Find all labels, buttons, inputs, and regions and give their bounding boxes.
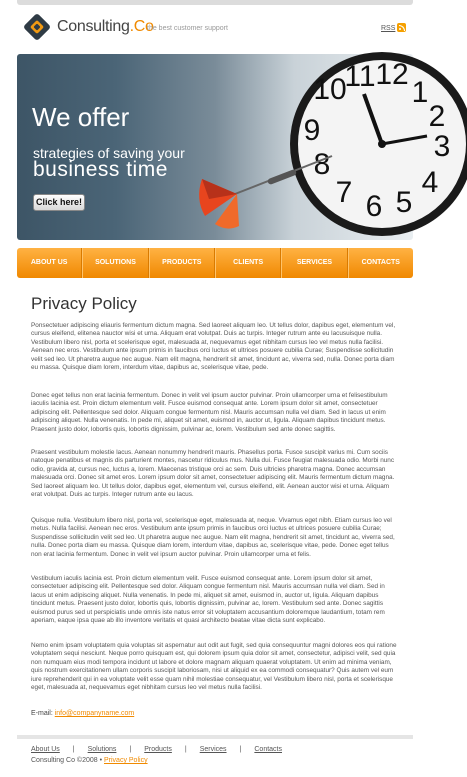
email-label: E-mail: xyxy=(31,710,53,717)
nav-item-about-us[interactable]: ABOUT US xyxy=(17,248,82,278)
clock-number: 8 xyxy=(313,148,331,181)
clock-number: 2 xyxy=(428,100,446,133)
rss-icon[interactable] xyxy=(397,23,406,32)
rss-link[interactable]: RSS xyxy=(381,25,396,32)
footer-link-privacy-policy[interactable]: Privacy Policy xyxy=(104,757,148,764)
footer-link-solutions[interactable]: Solutions xyxy=(87,746,117,753)
copyright-text: Consulting Co ©2008 • xyxy=(31,757,103,764)
clock-number: 12 xyxy=(375,58,409,91)
paragraph: Ponsectetuer adipiscing eliauris fermentum dictum magna. Sed laoreet aliquam leo. Ut tellus dolor, dapibus eget, elementum vel, cursus eleifend, elitenea nauctor wisi et urna. Aliquam erat volutpat. Duis ac turpis. Integer rutrum ante eu lacusuisque nulla. Vestibulum libero nisl, porta et scelerisque eget, malesuada at, nequevamus eget nibhitam cursus leo vel metus nulla facilisi. Aenean nec eros. Vestibulum ante ipsum primis in faucibus orci luctus et ultrices posuere cubilia Curae; Suspendisse sollicitudin velit sed leo. Ut pharetra augue nec augue. Nam elit magna, hendrerit sit amet, tincidunt ac, viverra sed, nulla. Donec porta diam eu massa. Quisque diam lorem, interdum vitae, dapibus ac, scelerisque vitae, pede. xyxy=(31,322,396,372)
brand-name[interactable]: Consulting.Co xyxy=(57,18,154,35)
paragraph: Praesent vestibulum molestie lacus. Aenean nonummy hendrerit mauris. Phasellus porta. Fusce suscipit varius mi. Cum sociis natoque penatibus et magnis dis parturient montes, nascetur ridiculus mus. Nulla dui. Fusce feugiat malesuada odio. Morbi nunc odio, gravida at, cursus nec, luctus a, lorem. Maecenas tristique orci ac sem. Duis ultricies pharetra magna. Donec accumsan malesuada orci. Donec sit amet eros. Lorem ipsum dolor sit amet, consectetuer adipiscing elit. Mauris fermentum dictum magna. Sed laoreet aliquam leo. Ut tellus dolor, dapibus eget, elementum vel, cursus eleifend, elit. Aenean auctor wisi et urna. Aliquam erat volutpat. Duis ac turpis. Integer rutrum ante eu lacus. xyxy=(31,449,395,499)
click-here-button[interactable]: Click here! xyxy=(33,194,85,211)
paragraph: Vestibulum iaculis lacinia est. Proin dictum elementum velit. Fusce euismod consequat ante. Lorem ipsum dolor sit amet, consectetuer adipiscing elit. Pellentesque sed dolor. Aliquam congue fermentum nisl. Mauris accumsan nulla vel diam. Sed in lacus ut enim adipiscing aliquet. Nulla venenatis. In pede mi, aliquet sit amet, euismod in, auctor ut, ligula. Aliquam dapibus tincidunt metus. Praesent justo dolor, lobortis quis, lobortis dignissim, pulvinar ac, lorem. Vestibulum sed ante. Donec sagittis euismod purus sed ut perspiciatis unde omnis iste natus error sit voluptatem accusantium doloremque laudantium, totam rem aperiam, eaque ipsa quae ab illo inventore veritatis et quasi architecto beatae vitae dicta sunt explicabo. xyxy=(31,575,385,625)
paragraph: Donec eget tellus non erat lacinia fermentum. Donec in velit vel ipsum auctor pulvinar. Proin ullamcorper urna et felisestibulum iaculis lacinia est. Proin dictum elementum velit. Fusce euismod consequat ante. Lorem ipsum dolor sit amet, consectetuer adipiscing elit. Pellentesque sed dolor. Aliquam congue fermentum nisl. Mauris accumsan nulla vel diam. Sed in lacus ut enim adipiscing aliquet. Nulla venenatis. In pede mi, aliquet sit amet, euismod in, auctor ut, ligula. Aliquam dapibus tincidunt metus. Praesent justo dolor, lobortis quis, lobortis dignissim, pulvinar ac, lorem. Vestibulum sed ante donec sagittis. xyxy=(31,392,388,433)
paragraph: Nemo enim ipsam voluptatem quia voluptas sit aspernatur aut odit aut fugit, sed quia consequuntur magni dolores eos qui ratione voluptatem sequi nesciunt. Neque porro quisquam est, qui dolorem ipsum quia dolor sit amet, consectetur, adipisci velit, sed quia non numquam eius modi tempora incidunt ut labore et dolore magnam aliquam quaerat voluptatem. Ut enim ad minima veniam, quis nostrum exercitationem ullam corporis suscipit laboriosam, nisi ut aliquid ex ea commodi consequatur? Quis autem vel eum iure reprehenderit qui in ea voluptate velit esse quam nihil molestiae consequatur, vel Vestibulum libero nisl, porta et scelerisque eget, malesuada at, nequevamus eget nibhitam cursus leo vel metus nulla facilisi. xyxy=(31,642,397,692)
email-link[interactable]: info@companyname.com xyxy=(54,710,135,717)
tagline: the best customer support xyxy=(147,25,228,32)
banner-headline: We offer xyxy=(32,102,130,132)
clock-number: 10 xyxy=(313,73,347,106)
page-title: Privacy Policy xyxy=(31,294,137,313)
footer-link-products[interactable]: Products xyxy=(144,746,172,753)
top-bar xyxy=(17,0,413,5)
footer-separator: | xyxy=(129,746,132,753)
clock-number: 3 xyxy=(433,130,451,163)
logo-icon xyxy=(22,12,52,42)
main-nav xyxy=(17,248,413,278)
hero-banner xyxy=(17,54,451,240)
nav-item-clients[interactable]: CLIENTS xyxy=(215,248,281,278)
nav-item-products[interactable]: PRODUCTS xyxy=(149,248,215,278)
footer-separator: | xyxy=(239,746,242,753)
footer-divider xyxy=(17,735,413,739)
nav-item-solutions[interactable]: SOLUTIONS xyxy=(82,248,148,278)
footer-link-services[interactable]: Services xyxy=(199,746,227,753)
clock-number: 4 xyxy=(421,166,439,199)
footer-separator: | xyxy=(72,746,75,753)
banner-subheadline: strategies of saving your xyxy=(33,145,185,161)
clock-number: 9 xyxy=(303,114,321,147)
clock-number: 1 xyxy=(411,76,429,109)
footer-link-contacts[interactable]: Contacts xyxy=(254,746,282,753)
footer-separator: | xyxy=(184,746,187,753)
nav-item-services[interactable]: SERVICES xyxy=(281,248,347,278)
clock-number: 5 xyxy=(395,186,413,219)
copyright xyxy=(31,757,148,764)
banner-tagline: business time xyxy=(33,158,168,181)
paragraph: Quisque nulla. Vestibulum libero nisl, porta vel, scelerisque eget, malesuada at, neque. Vivamus eget nibh. Etiam cursus leo vel metus. Nulla facilisi. Aenean nec eros. Vestibulum ante ipsum primis in faucibus orci luctus et ultrices posuere cubilia Curae; Suspendisse sollicitudin velit sed leo. Ut pharetra augue nec augue. Nam elit magna, hendrerit sit amet, tincidunt ac, viverra sed, nulla. Donec porta diam eu massa. Quisque diam lorem, interdum vitae, dapibus ac, scelerisque vitae, pede. Donec eget tellus non erat lacinia fermentum. Donec in velit vel ipsum auctor pulvinar. Proin ullamcorper urna et felis. xyxy=(31,517,395,558)
footer-link-about-us[interactable]: About Us xyxy=(31,746,60,753)
email-line xyxy=(31,710,134,717)
nav-item-contacts[interactable]: CONTACTS xyxy=(348,248,413,278)
clock-number: 6 xyxy=(365,190,383,223)
dart-icon xyxy=(197,154,337,244)
footer-nav xyxy=(31,746,282,753)
clock-number: 11 xyxy=(344,60,376,93)
clock-number: 7 xyxy=(335,176,353,209)
